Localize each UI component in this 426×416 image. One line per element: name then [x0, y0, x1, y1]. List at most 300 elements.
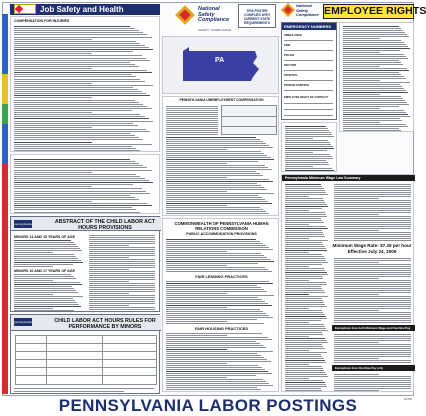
text-line — [334, 186, 411, 187]
text-line — [285, 200, 324, 201]
text-line — [14, 34, 147, 35]
text-line — [343, 90, 406, 91]
text-line — [334, 334, 411, 335]
text-line — [89, 309, 155, 310]
text-line — [285, 300, 323, 301]
text-line — [285, 258, 325, 259]
text-line — [14, 240, 71, 241]
text-line — [343, 120, 402, 121]
text-line — [285, 308, 309, 309]
text-line — [166, 305, 272, 306]
text-line — [14, 95, 150, 96]
text-line — [166, 191, 227, 192]
overtime-header: Exemptions from Overtime Pay only — [332, 365, 415, 371]
strip-yellow — [2, 74, 8, 104]
text-line — [285, 342, 328, 343]
text-line — [166, 132, 218, 133]
text-line — [166, 355, 261, 356]
text-line — [166, 295, 274, 296]
text-line — [166, 118, 218, 119]
text-line — [14, 195, 130, 196]
text-line — [166, 389, 261, 390]
text-line — [166, 385, 273, 386]
text-line — [285, 330, 328, 331]
unemployment-title: PENNSYLVANIA UNEMPLOYMENT COMPENSATION — [179, 98, 264, 102]
text-line — [14, 302, 77, 303]
text-line — [14, 123, 133, 124]
text-line — [14, 256, 76, 257]
text-line — [285, 390, 322, 391]
text-line — [343, 56, 406, 57]
text-line — [334, 184, 411, 185]
text-line — [14, 60, 150, 61]
text-line — [343, 66, 380, 67]
text-line — [166, 379, 263, 380]
text-line — [285, 284, 327, 285]
text-line — [285, 212, 325, 213]
text-line — [285, 332, 322, 333]
text-line — [89, 293, 129, 294]
rules-title: CHILD LABOR ACT HOURS RULES FOR PERFORMANCE BY MINORS — [54, 318, 156, 330]
text-line — [14, 172, 92, 173]
text-line — [89, 237, 155, 238]
text-line — [343, 26, 399, 27]
text-line — [166, 143, 266, 144]
text-line — [166, 207, 260, 208]
text-line — [14, 191, 146, 192]
text-line — [166, 253, 261, 254]
text-line — [285, 370, 324, 371]
text-line — [14, 188, 142, 189]
emergency-label: AMBULANCE — [284, 33, 303, 37]
workers-comp-notice — [10, 16, 160, 152]
text-line — [166, 257, 267, 258]
text-line — [166, 247, 269, 248]
text-line — [14, 292, 78, 293]
text-line — [166, 249, 273, 250]
text-line — [285, 160, 326, 161]
text-line — [334, 346, 411, 347]
text-line — [285, 380, 323, 381]
text-line — [166, 283, 273, 284]
text-line — [14, 74, 132, 75]
text-line — [334, 202, 411, 203]
text-line — [166, 193, 274, 194]
text-line — [166, 195, 258, 196]
text-line — [14, 290, 76, 291]
text-line — [89, 277, 155, 278]
text-line — [334, 216, 411, 217]
text-line — [166, 365, 258, 366]
text-line — [334, 292, 411, 293]
text-line — [14, 43, 140, 44]
text-line — [343, 80, 380, 81]
color-strip — [2, 14, 8, 394]
text-line — [89, 235, 155, 236]
text-line — [285, 226, 326, 227]
strip-blue — [2, 14, 8, 74]
text-line — [285, 170, 334, 171]
text-line — [166, 108, 218, 109]
text-line — [14, 37, 152, 38]
text-line — [166, 179, 269, 180]
text-line — [285, 324, 324, 325]
text-line — [285, 204, 327, 205]
text-line — [166, 110, 218, 111]
text-line — [166, 387, 257, 388]
text-line — [285, 282, 326, 283]
text-line — [166, 317, 273, 318]
text-line — [285, 128, 328, 129]
text-line — [14, 51, 133, 52]
text-line — [285, 298, 322, 299]
text-line — [285, 306, 327, 307]
text-line — [166, 341, 256, 342]
text-line — [285, 208, 322, 209]
text-line — [14, 121, 153, 122]
text-line — [285, 348, 325, 349]
minors-14-15-heading: MINORS 14 AND 15 YEARS OF AGE — [14, 235, 75, 239]
text-line — [89, 253, 155, 254]
text-line — [334, 286, 411, 287]
text-line — [334, 208, 411, 209]
text-line — [334, 302, 411, 303]
text-line — [334, 280, 411, 281]
text-line — [89, 267, 155, 268]
text-line — [89, 305, 129, 306]
text-line — [334, 342, 379, 343]
text-line — [14, 170, 152, 171]
text-line — [14, 133, 130, 134]
text-line — [166, 381, 266, 382]
text-line — [14, 178, 145, 179]
text-line — [285, 238, 309, 239]
text-line — [166, 267, 265, 268]
text-line — [166, 377, 227, 378]
text-line — [285, 362, 326, 363]
text-line — [285, 252, 309, 253]
text-line — [14, 276, 74, 277]
text-line — [166, 323, 264, 324]
text-line — [343, 54, 404, 55]
text-line — [166, 315, 269, 316]
text-line — [14, 193, 150, 194]
text-line — [166, 293, 227, 294]
text-line — [285, 232, 323, 233]
text-line — [14, 79, 140, 80]
text-line — [285, 278, 323, 279]
text-line — [285, 150, 327, 151]
text-line — [334, 352, 411, 353]
text-line — [285, 274, 328, 275]
text-line — [285, 248, 326, 249]
text-line — [334, 320, 411, 321]
strip-blue-2 — [2, 124, 8, 164]
text-line — [14, 66, 139, 67]
text-line — [343, 74, 401, 75]
text-line — [334, 210, 411, 211]
text-line — [285, 236, 325, 237]
text-line — [285, 136, 334, 137]
text-line — [343, 118, 400, 119]
text-line — [285, 192, 326, 193]
text-line — [166, 375, 256, 376]
text-line — [89, 245, 129, 246]
text-line — [285, 220, 322, 221]
text-line — [343, 94, 380, 95]
text-line — [14, 70, 147, 71]
text-line — [166, 357, 264, 358]
text-line — [285, 244, 323, 245]
text-line — [334, 336, 411, 337]
text-line — [14, 286, 72, 287]
text-line — [334, 232, 411, 233]
hrc-subtitle: PUBLIC ACCOMMODATION PROVISIONS — [186, 232, 257, 236]
logo-arrow-icon — [15, 5, 23, 13]
pennsylvania-logo: pennsylvania — [14, 222, 32, 226]
uc-contact-table — [221, 105, 277, 135]
text-line — [14, 114, 140, 115]
minimum-wage-summary — [281, 174, 414, 392]
text-line — [334, 218, 411, 219]
text-line — [14, 106, 147, 107]
text-line — [343, 84, 400, 85]
text-line — [334, 234, 411, 235]
emergency-label: POISON CONTROL — [284, 83, 310, 87]
text-line — [285, 156, 332, 157]
text-line — [14, 262, 83, 263]
text-line — [166, 173, 260, 174]
text-line — [14, 201, 92, 202]
text-line — [166, 165, 265, 166]
text-line — [166, 239, 256, 240]
abstract-title: ABSTRACT OF THE CHILD LABOR ACT HOURS PROVISIONS — [54, 219, 156, 231]
text-line — [14, 180, 149, 181]
text-line — [14, 161, 135, 162]
text-line — [343, 60, 399, 61]
text-line — [343, 88, 404, 89]
text-line — [14, 83, 92, 84]
text-line — [285, 194, 328, 195]
text-line — [343, 52, 380, 53]
text-line — [166, 153, 264, 154]
text-line — [14, 47, 149, 48]
text-line — [166, 371, 268, 372]
text-line — [285, 326, 325, 327]
text-line — [166, 281, 269, 282]
logo-name: National Safety Compliance — [198, 6, 230, 23]
rights-text-block — [339, 22, 414, 132]
text-line — [285, 384, 326, 385]
text-line — [166, 187, 264, 188]
text-line — [14, 252, 53, 253]
text-line — [285, 320, 321, 321]
text-line — [14, 207, 132, 208]
text-line — [334, 298, 411, 299]
text-line — [14, 174, 136, 175]
text-line — [166, 199, 265, 200]
text-line — [334, 214, 379, 215]
text-line — [166, 285, 257, 286]
text-line — [89, 249, 155, 250]
text-line — [14, 41, 136, 42]
text-line — [14, 159, 130, 160]
text-line — [285, 280, 309, 281]
text-line — [14, 72, 152, 73]
text-line — [14, 39, 92, 40]
text-line — [285, 262, 328, 263]
text-line — [343, 68, 407, 69]
text-line — [334, 354, 411, 355]
text-line — [285, 366, 322, 367]
text-line — [14, 131, 150, 132]
text-line — [166, 137, 256, 138]
compliance-sticker — [238, 4, 276, 28]
text-line — [166, 353, 257, 354]
text-line — [89, 301, 155, 302]
text-line — [285, 318, 327, 319]
text-line — [14, 203, 147, 204]
text-line — [166, 175, 263, 176]
text-line — [166, 259, 271, 260]
emergency-numbers-box — [281, 22, 337, 120]
text-line — [285, 138, 313, 139]
text-line — [14, 87, 133, 88]
national-safety-logo-corner — [281, 2, 321, 20]
text-line — [14, 32, 143, 33]
text-line — [166, 126, 218, 127]
text-line — [89, 303, 155, 304]
child-labor-rules — [10, 314, 160, 394]
text-line — [14, 258, 78, 259]
text-line — [334, 306, 411, 307]
text-line — [166, 161, 258, 162]
text-line — [166, 122, 218, 123]
text-line — [14, 176, 140, 177]
text-line — [166, 265, 227, 266]
text-line — [285, 144, 331, 145]
pennsylvania-map-icon — [181, 45, 261, 85]
text-line — [14, 76, 136, 77]
text-line — [89, 295, 155, 296]
text-line — [343, 58, 408, 59]
text-line — [285, 368, 323, 369]
text-line — [343, 126, 408, 127]
text-line — [14, 199, 139, 200]
text-line — [334, 194, 411, 195]
text-line — [14, 62, 130, 63]
text-line — [343, 100, 405, 101]
text-line — [285, 154, 330, 155]
text-line — [334, 268, 411, 269]
text-line — [166, 181, 273, 182]
text-line — [166, 309, 260, 310]
text-line — [14, 308, 53, 309]
text-line — [166, 383, 269, 384]
text-line — [166, 359, 267, 360]
text-line — [166, 145, 269, 146]
text-line — [334, 198, 379, 199]
text-line — [14, 64, 135, 65]
text-line — [285, 304, 325, 305]
text-line — [285, 276, 322, 277]
text-line — [285, 358, 324, 359]
text-line — [14, 100, 135, 101]
column-right — [281, 2, 426, 392]
text-line — [334, 238, 411, 239]
text-line — [14, 298, 73, 299]
text-line — [285, 126, 326, 127]
text-line — [334, 374, 379, 375]
text-line — [285, 134, 332, 135]
text-line — [334, 190, 411, 191]
text-line — [14, 254, 74, 255]
strip-green — [2, 104, 8, 124]
text-line — [285, 162, 328, 163]
text-line — [166, 149, 227, 150]
text-line — [334, 288, 411, 289]
text-line — [285, 196, 309, 197]
text-line — [166, 155, 267, 156]
text-line — [334, 386, 411, 387]
text-line — [166, 169, 272, 170]
text-line — [343, 82, 410, 83]
text-line — [166, 139, 260, 140]
text-line — [343, 30, 403, 31]
text-line — [334, 362, 411, 363]
emergency-title: EMERGENCY NUMBERS — [282, 23, 336, 30]
text-line — [334, 274, 411, 275]
text-line — [14, 244, 76, 245]
text-line — [285, 186, 322, 187]
text-line — [14, 205, 152, 206]
text-line — [343, 42, 404, 43]
text-line — [285, 230, 322, 231]
national-safety-logo-small — [14, 4, 36, 14]
text-line — [334, 276, 411, 277]
text-line — [89, 261, 155, 262]
text-line — [14, 248, 80, 249]
text-line — [14, 58, 146, 59]
text-line — [166, 263, 258, 264]
text-line — [89, 285, 155, 286]
text-line — [89, 299, 155, 300]
sticker-text: THIS POSTER COMPLIES WITH CURRENT STATE REQUIREMENTS — [243, 9, 271, 25]
text-line — [14, 104, 143, 105]
text-line — [334, 380, 411, 381]
text-line — [14, 102, 139, 103]
text-line — [166, 116, 218, 117]
text-line — [334, 358, 379, 359]
text-line — [285, 314, 325, 315]
text-line — [166, 287, 261, 288]
text-line — [285, 184, 321, 185]
text-line — [14, 212, 140, 213]
text-line — [166, 209, 263, 210]
text-line — [285, 216, 327, 217]
text-line — [343, 106, 399, 107]
text-line — [334, 226, 411, 227]
text-line — [334, 308, 411, 309]
text-line — [285, 242, 322, 243]
text-line — [14, 167, 147, 168]
text-line — [14, 300, 75, 301]
text-line — [285, 354, 321, 355]
text-line — [14, 278, 76, 279]
text-line — [285, 340, 327, 341]
hrc-title: COMMONWEALTH OF PENNSYLVANIA HUMAN RELATIONS COMMISSION — [174, 221, 269, 231]
text-line — [285, 246, 325, 247]
